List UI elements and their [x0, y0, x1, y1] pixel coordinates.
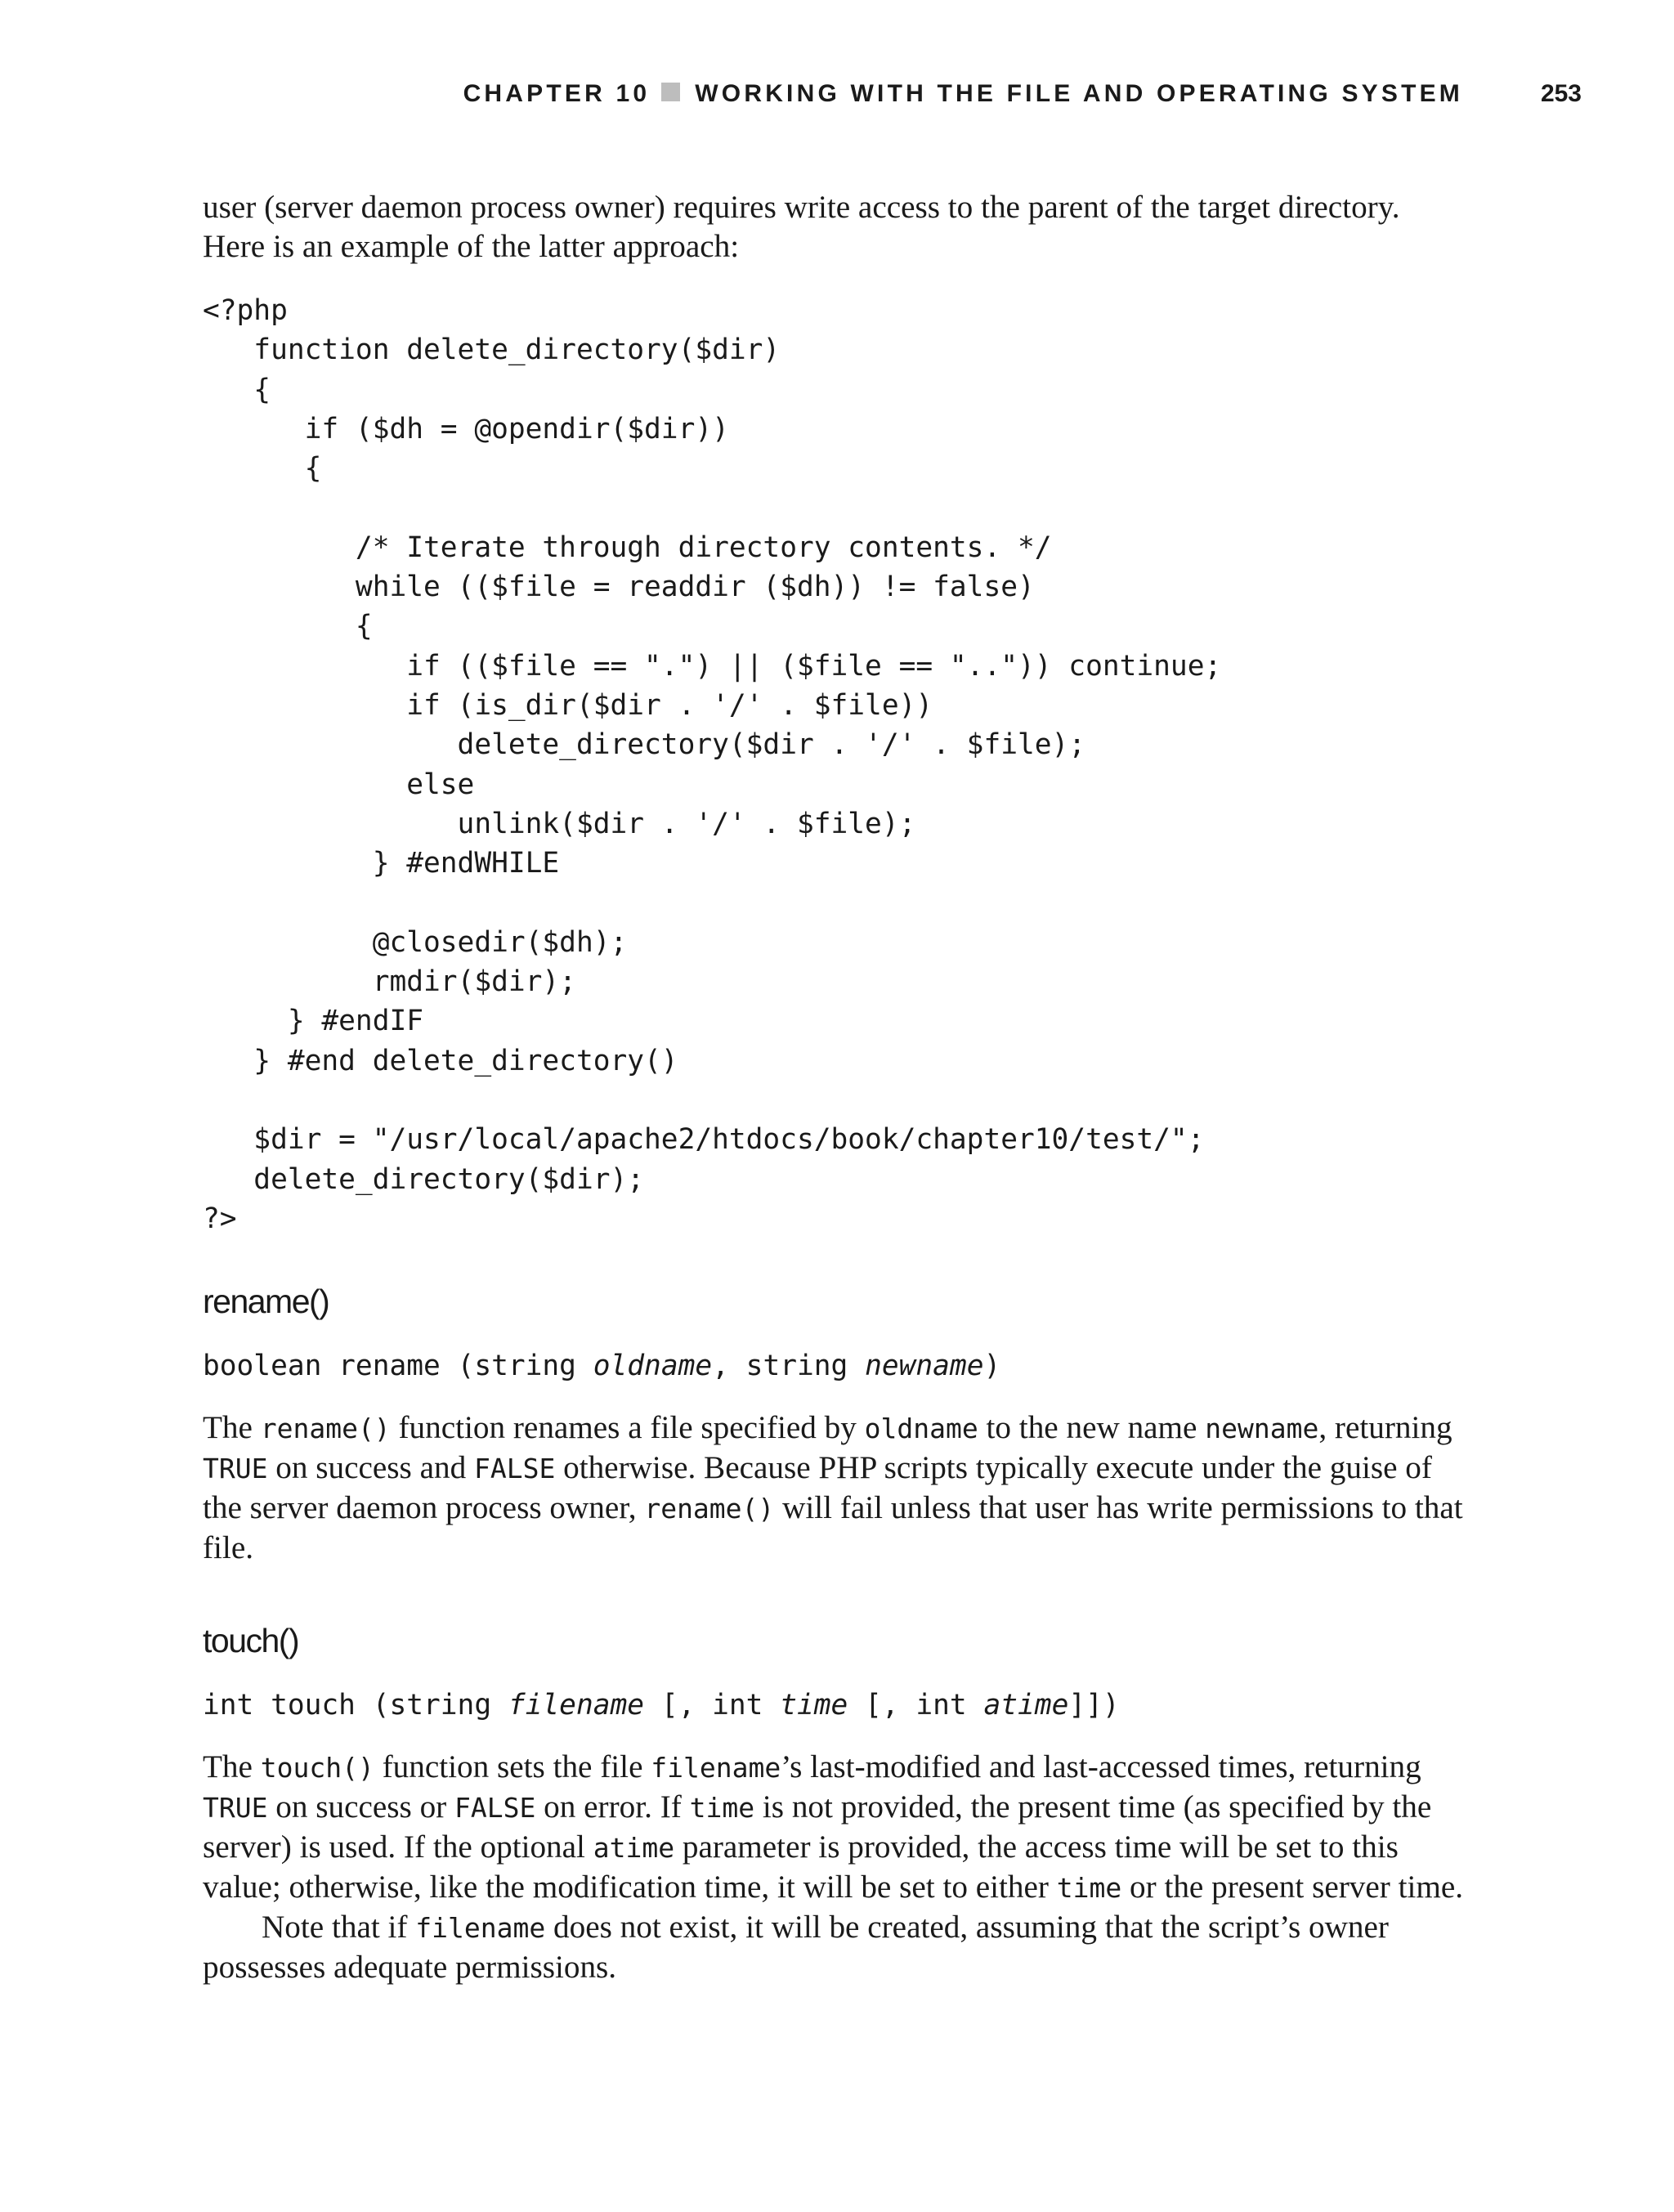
- chapter-label: CHAPTER 10: [463, 80, 651, 107]
- sig-param: atime: [983, 1689, 1069, 1722]
- text-run: or the present server time.: [1121, 1869, 1464, 1905]
- sig-text: boolean rename (string: [203, 1350, 593, 1383]
- sig-param: time: [780, 1689, 848, 1722]
- rename-heading: rename(): [203, 1283, 329, 1321]
- touch-note: [203, 1908, 1478, 1987]
- inline-code: touch(): [260, 1752, 374, 1784]
- inline-code: rename(): [260, 1413, 391, 1445]
- header-separator-square: [661, 83, 680, 101]
- intro-paragraph: [203, 188, 1478, 266]
- rename-description: [203, 1408, 1478, 1568]
- inline-code: filename: [415, 1912, 546, 1945]
- text-run: parameter is provided, the access time will be set to this value; otherwise, like the modification time, it will be set to either: [203, 1829, 1399, 1905]
- sig-param: oldname: [593, 1350, 713, 1383]
- text-run: is not provided, the present time (as specified by the server) is used. If the optional: [203, 1789, 1432, 1865]
- sig-param: newname: [865, 1350, 984, 1383]
- intro-line-2: Here is an example of the latter approach:: [203, 229, 740, 264]
- php-code: <?php function delete_directory($dir) { if ($dh = @opendir($dir)) { /* Iterate through directory contents. */ while (($file = readdir ($dh)) != false) { if (($file == ".") || ($file == "..")) continue; if (is_dir($dir . '/' . $file)) delete_directory($dir . '/' . $file); else unlink($dir . '/' . $file); } #endWHILE @closedir($dh); rmdir($dir); } #endIF } #end delete_directory() $dir = "/usr/local/apache2/htdocs/book/chapter10/test/"; delete_directory($dir); ?>: [203, 294, 1222, 1235]
- chapter-title: WORKING WITH THE FILE AND OPERATING SYSTEM: [695, 80, 1463, 107]
- inline-code: FALSE: [473, 1453, 556, 1485]
- sig-text: , string: [712, 1350, 866, 1383]
- inline-code: newname: [1205, 1413, 1319, 1445]
- text-run: The: [203, 1410, 261, 1446]
- running-header: [0, 80, 1674, 121]
- sig-text: ): [983, 1350, 1001, 1383]
- inline-code: TRUE: [203, 1792, 268, 1825]
- running-header-title: [463, 80, 1463, 108]
- touch-signature: [203, 1686, 1478, 1725]
- text-run: on success or: [267, 1789, 455, 1825]
- touch-description: [203, 1748, 1478, 1908]
- text-run: does not exist, it will be created, assuming that the script’s owner possesses adequate permissions.: [203, 1910, 1389, 1986]
- inline-code: time: [1056, 1872, 1122, 1905]
- text-run: , returning: [1318, 1410, 1452, 1446]
- text-run: The: [203, 1749, 261, 1785]
- inline-code: oldname: [864, 1413, 978, 1445]
- sig-text: [, int: [848, 1689, 984, 1722]
- text-run: otherwise. Because PHP scripts typically execute under the guise of the server daemon process owner,: [203, 1450, 1432, 1526]
- inline-code: atime: [593, 1832, 675, 1865]
- sig-text: [, int: [644, 1689, 781, 1722]
- touch-heading: touch(): [203, 1622, 299, 1660]
- text-run: function renames a file specified by: [390, 1410, 865, 1446]
- text-run: to the new name: [978, 1410, 1206, 1446]
- text-run: ’s last-modified and last-accessed times, returning: [781, 1749, 1421, 1785]
- rename-signature: [203, 1346, 1478, 1386]
- code-listing: [203, 291, 1478, 1238]
- intro-line-1: user (server daemon process owner) requires write access to the parent of the target directory.: [203, 190, 1400, 225]
- inline-code: TRUE: [203, 1453, 268, 1485]
- inline-code: filename: [651, 1752, 781, 1784]
- text-run: function sets the file: [374, 1749, 651, 1785]
- text-run: on error. If: [535, 1789, 690, 1825]
- sig-param: filename: [508, 1689, 645, 1722]
- text-run: on success and: [267, 1450, 474, 1486]
- page-number: 253: [1540, 80, 1582, 107]
- text-run: Note that if: [262, 1910, 416, 1946]
- inline-code: rename(): [644, 1493, 775, 1525]
- inline-code: time: [689, 1792, 755, 1825]
- sig-text: int touch (string: [203, 1689, 508, 1722]
- inline-code: FALSE: [454, 1792, 536, 1825]
- text-run: will fail unless that user has write permissions to that file.: [203, 1490, 1463, 1566]
- sig-text: ]]): [1068, 1689, 1120, 1722]
- page-content: [203, 188, 1478, 1987]
